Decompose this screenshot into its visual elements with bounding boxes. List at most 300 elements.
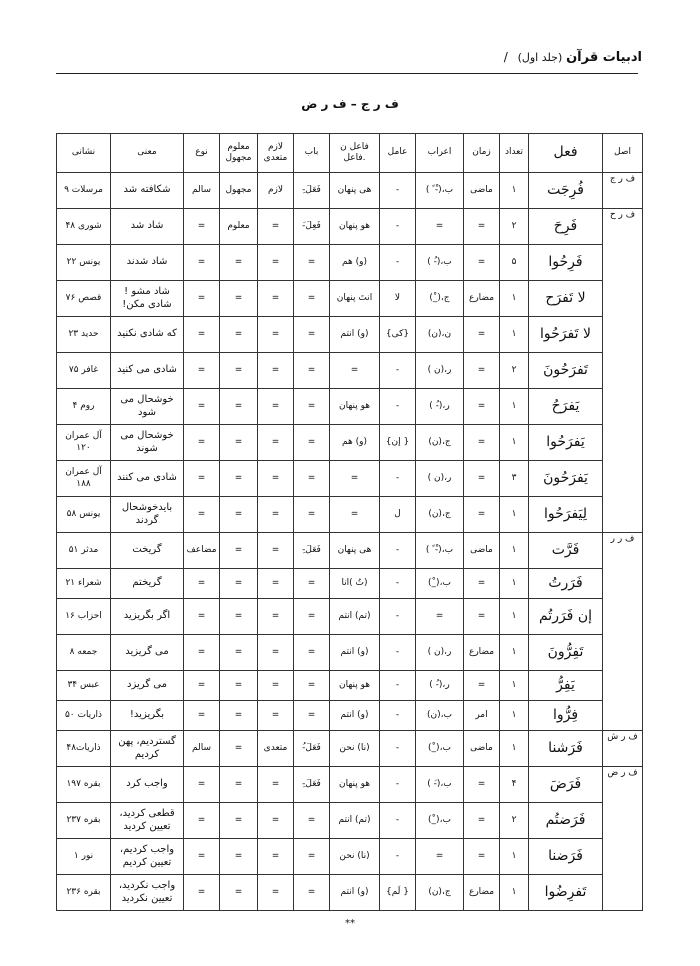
type-cell: =: [184, 875, 220, 911]
fail-cell: هو پنهان: [330, 767, 380, 803]
address-cell: غافر ۷۵: [57, 353, 111, 389]
bab-cell: فَعَلَ-ِ: [294, 767, 330, 803]
column-header: عامل: [380, 134, 416, 173]
tense-cell: ماضی: [464, 173, 500, 209]
amil-cell: -: [380, 533, 416, 569]
column-header: اصل: [603, 134, 643, 173]
table-row: [57, 839, 643, 875]
tense-cell: =: [464, 671, 500, 701]
column-header: فاعل ن .فاعل: [330, 134, 380, 173]
irab-cell: ر،(-ُ ): [416, 389, 464, 425]
amil-cell: { إن}: [380, 425, 416, 461]
address-cell: احزاب ۱۶: [57, 599, 111, 635]
address-cell: نور ۱: [57, 839, 111, 875]
irab-cell: =: [416, 209, 464, 245]
count-cell: ۱: [500, 701, 529, 731]
bab-cell: =: [294, 803, 330, 839]
fail-cell: (و) هم: [330, 425, 380, 461]
table-row: [57, 245, 643, 281]
root-cell: [603, 803, 643, 839]
count-cell: ۱: [500, 569, 529, 599]
malum-cell: =: [220, 569, 258, 599]
amil-cell: -: [380, 635, 416, 671]
table-row: [57, 599, 643, 635]
verb-cell: یَفرَحُونَ: [529, 461, 603, 497]
amil-cell: {کی}: [380, 317, 416, 353]
type-cell: سالم: [184, 731, 220, 767]
tense-cell: =: [464, 461, 500, 497]
meaning-cell: شاد مشو ! شادی مکن!: [111, 281, 184, 317]
lazim-cell: متعدی: [258, 731, 294, 767]
type-cell: =: [184, 767, 220, 803]
meaning-cell: گریخت: [111, 533, 184, 569]
tense-cell: مضارع: [464, 281, 500, 317]
tense-cell: امر: [464, 701, 500, 731]
page-header: [58, 50, 642, 70]
count-cell: ۱: [500, 317, 529, 353]
bab-cell: =: [294, 353, 330, 389]
verb-cell: فَرَّت: [529, 533, 603, 569]
irab-cell: ج،(ن): [416, 875, 464, 911]
root-cell: [603, 839, 643, 875]
malum-cell: =: [220, 701, 258, 731]
table-row: [57, 533, 643, 569]
header-row: [57, 134, 643, 173]
table-row: [57, 569, 643, 599]
amil-cell: -: [380, 839, 416, 875]
type-cell: =: [184, 425, 220, 461]
lazim-cell: =: [258, 281, 294, 317]
fail-cell: (و) انتم: [330, 317, 380, 353]
amil-cell: -: [380, 767, 416, 803]
type-cell: =: [184, 803, 220, 839]
root-cell: [603, 461, 643, 497]
fail-cell: (تُ )انا: [330, 569, 380, 599]
root-cell: [603, 569, 643, 599]
bab-cell: فَعَلَ-ُ: [294, 731, 330, 767]
tense-cell: =: [464, 353, 500, 389]
root-cell: ف ر ض: [603, 767, 643, 803]
amil-cell: -: [380, 599, 416, 635]
root-cell: ف ر ح: [603, 209, 643, 245]
lazim-cell: =: [258, 533, 294, 569]
malum-cell: =: [220, 767, 258, 803]
meaning-cell: واجب نکردید، تعیین نکردید: [111, 875, 184, 911]
table-row: [57, 389, 643, 425]
malum-cell: =: [220, 533, 258, 569]
tense-cell: =: [464, 497, 500, 533]
address-cell: آل عمران ۱۲۰: [57, 425, 111, 461]
book-title: ادبیات قرآن: [566, 50, 642, 65]
column-header: اعراب: [416, 134, 464, 173]
type-cell: سالم: [184, 173, 220, 209]
tense-cell: مضارع: [464, 875, 500, 911]
malum-cell: =: [220, 317, 258, 353]
fail-cell: هو پنهان: [330, 671, 380, 701]
malum-cell: =: [220, 803, 258, 839]
lazim-cell: =: [258, 839, 294, 875]
column-header: معنی: [111, 134, 184, 173]
table-row: [57, 425, 643, 461]
address-cell: بقره ۲۳۶: [57, 875, 111, 911]
bab-cell: =: [294, 461, 330, 497]
table-row: [57, 701, 643, 731]
amil-cell: -: [380, 569, 416, 599]
meaning-cell: واجب کردیم، تعیین کردیم: [111, 839, 184, 875]
type-cell: =: [184, 671, 220, 701]
verb-cell: فِرُّوا: [529, 701, 603, 731]
lazim-cell: =: [258, 701, 294, 731]
amil-cell: ل: [380, 497, 416, 533]
amil-cell: -: [380, 389, 416, 425]
root-cell: ف ر ش: [603, 731, 643, 767]
malum-cell: =: [220, 599, 258, 635]
count-cell: ۱: [500, 599, 529, 635]
page-footer: **: [345, 918, 355, 929]
column-header: زمان: [464, 134, 500, 173]
amil-cell: -: [380, 671, 416, 701]
irab-cell: ب،(ن): [416, 701, 464, 731]
verb-cell: فَرَشنا: [529, 731, 603, 767]
root-cell: [603, 635, 643, 671]
fail-cell: (و) انتم: [330, 701, 380, 731]
count-cell: ۲: [500, 803, 529, 839]
amil-cell: -: [380, 245, 416, 281]
fail-cell: =: [330, 353, 380, 389]
verb-cell: فَرَضتُم: [529, 803, 603, 839]
fail-cell: انتَ پنهان: [330, 281, 380, 317]
irab-cell: ب،(-َ ): [416, 767, 464, 803]
malum-cell: =: [220, 671, 258, 701]
fail-cell: =: [330, 497, 380, 533]
irab-cell: =: [416, 839, 464, 875]
count-cell: ۳: [500, 461, 529, 497]
type-cell: =: [184, 245, 220, 281]
amil-cell: -: [380, 209, 416, 245]
lazim-cell: لازم: [258, 173, 294, 209]
table-row: [57, 875, 643, 911]
count-cell: ۲: [500, 209, 529, 245]
table-row: [57, 731, 643, 767]
meaning-cell: اگر بگریزید: [111, 599, 184, 635]
irab-cell: ج،(ن): [416, 425, 464, 461]
fail-cell: (و) انتم: [330, 635, 380, 671]
irab-cell: ب،(_ْ): [416, 731, 464, 767]
address-cell: یونس ۵۸: [57, 497, 111, 533]
count-cell: ۱: [500, 281, 529, 317]
table-row: [57, 767, 643, 803]
tense-cell: =: [464, 425, 500, 461]
meaning-cell: خوشحال می شود: [111, 389, 184, 425]
bab-cell: =: [294, 245, 330, 281]
tense-cell: =: [464, 569, 500, 599]
count-cell: ۲: [500, 353, 529, 389]
lazim-cell: =: [258, 671, 294, 701]
lazim-cell: =: [258, 875, 294, 911]
irab-cell: ب،(-ُ ): [416, 245, 464, 281]
amil-cell: -: [380, 701, 416, 731]
address-cell: روم ۴: [57, 389, 111, 425]
verb-cell: لا تَفرَحُوا: [529, 317, 603, 353]
irab-cell: ج،(_ْ): [416, 281, 464, 317]
section-title: ف ر ج – ف ر ض: [301, 97, 399, 111]
address-cell: عبس ۳۴: [57, 671, 111, 701]
verb-cell: إن فَرَرتُم: [529, 599, 603, 635]
count-cell: ۱: [500, 533, 529, 569]
table-row: [57, 461, 643, 497]
irab-cell: ر،(-ُ ): [416, 671, 464, 701]
page-marker: /: [503, 50, 508, 64]
verb-cell: یَفِرُّ: [529, 671, 603, 701]
amil-cell: { لَم}: [380, 875, 416, 911]
address-cell: مرسلات ۹: [57, 173, 111, 209]
type-cell: =: [184, 281, 220, 317]
count-cell: ۱: [500, 875, 529, 911]
lazim-cell: =: [258, 245, 294, 281]
column-header: نوع: [184, 134, 220, 173]
bab-cell: =: [294, 317, 330, 353]
verb-table: [56, 133, 643, 911]
amil-cell: -: [380, 803, 416, 839]
address-cell: شعراء ۲۱: [57, 569, 111, 599]
malum-cell: =: [220, 635, 258, 671]
type-cell: =: [184, 389, 220, 425]
root-cell: ف ر ج: [603, 173, 643, 209]
table-row: [57, 173, 643, 209]
irab-cell: ج،(ن): [416, 497, 464, 533]
fail-cell: (نا) نحن: [330, 839, 380, 875]
verb-cell: فَرَضنا: [529, 839, 603, 875]
address-cell: بقره ۱۹۷: [57, 767, 111, 803]
malum-cell: =: [220, 875, 258, 911]
verb-cell: فَرَضَ: [529, 767, 603, 803]
verb-cell: تَفرَحُونَ: [529, 353, 603, 389]
malum-cell: =: [220, 461, 258, 497]
count-cell: ۱: [500, 839, 529, 875]
root-cell: [603, 599, 643, 635]
fail-cell: هو پنهان: [330, 389, 380, 425]
meaning-cell: می گریزید: [111, 635, 184, 671]
lazim-cell: =: [258, 803, 294, 839]
bab-cell: =: [294, 599, 330, 635]
malum-cell: =: [220, 245, 258, 281]
meaning-cell: بگریزید!: [111, 701, 184, 731]
tense-cell: ماضی: [464, 533, 500, 569]
type-cell: مضاعف: [184, 533, 220, 569]
type-cell: =: [184, 461, 220, 497]
tense-cell: ماضی: [464, 731, 500, 767]
address-cell: یونس ۲۲: [57, 245, 111, 281]
lazim-cell: =: [258, 425, 294, 461]
table-row: [57, 635, 643, 671]
irab-cell: ب،(-ْ ً ): [416, 173, 464, 209]
verb-cell: فَرِحَ: [529, 209, 603, 245]
meaning-cell: واجب کرد: [111, 767, 184, 803]
column-header: معلوم مجهول: [220, 134, 258, 173]
tense-cell: =: [464, 839, 500, 875]
type-cell: =: [184, 599, 220, 635]
root-cell: [603, 353, 643, 389]
verb-cell: لا تَفرَح: [529, 281, 603, 317]
bab-cell: =: [294, 389, 330, 425]
address-cell: جمعه ۸: [57, 635, 111, 671]
amil-cell: لا: [380, 281, 416, 317]
count-cell: ۱: [500, 635, 529, 671]
fail-cell: (تم) انتم: [330, 599, 380, 635]
column-header: باب: [294, 134, 330, 173]
tense-cell: =: [464, 245, 500, 281]
table-row: [57, 353, 643, 389]
count-cell: ۱: [500, 173, 529, 209]
fail-cell: (و) انتم: [330, 875, 380, 911]
malum-cell: =: [220, 731, 258, 767]
header-rule: [56, 73, 638, 74]
root-cell: [603, 701, 643, 731]
lazim-cell: =: [258, 599, 294, 635]
verb-cell: تَفرِضُوا: [529, 875, 603, 911]
count-cell: ۱: [500, 671, 529, 701]
bab-cell: =: [294, 839, 330, 875]
meaning-cell: خوشحال می شوند: [111, 425, 184, 461]
address-cell: حدید ۲۳: [57, 317, 111, 353]
tense-cell: =: [464, 209, 500, 245]
bab-cell: =: [294, 569, 330, 599]
type-cell: =: [184, 635, 220, 671]
bab-cell: فَعَلَ-ِ: [294, 173, 330, 209]
bab-cell: =: [294, 425, 330, 461]
tense-cell: =: [464, 767, 500, 803]
verb-cell: تَفِرُّونَ: [529, 635, 603, 671]
bab-cell: فَعِلَ-َ: [294, 209, 330, 245]
lazim-cell: =: [258, 389, 294, 425]
meaning-cell: گستردیم، پهن کردیم: [111, 731, 184, 767]
column-header: فعل: [529, 134, 603, 173]
lazim-cell: =: [258, 497, 294, 533]
tense-cell: =: [464, 803, 500, 839]
root-cell: [603, 245, 643, 281]
lazim-cell: =: [258, 317, 294, 353]
bab-cell: =: [294, 875, 330, 911]
bab-cell: =: [294, 701, 330, 731]
lazim-cell: =: [258, 209, 294, 245]
root-cell: [603, 671, 643, 701]
verb-cell: فَرِحُوا: [529, 245, 603, 281]
malum-cell: =: [220, 281, 258, 317]
address-cell: ذاریات ۵۰: [57, 701, 111, 731]
bab-cell: =: [294, 497, 330, 533]
fail-cell: =: [330, 461, 380, 497]
lazim-cell: =: [258, 569, 294, 599]
malum-cell: =: [220, 839, 258, 875]
lazim-cell: =: [258, 461, 294, 497]
bab-cell: =: [294, 281, 330, 317]
fail-cell: هی پنهان: [330, 173, 380, 209]
root-cell: [603, 281, 643, 317]
lazim-cell: =: [258, 767, 294, 803]
bab-cell: =: [294, 671, 330, 701]
type-cell: =: [184, 209, 220, 245]
column-header: تعداد: [500, 134, 529, 173]
malum-cell: =: [220, 497, 258, 533]
table-row: [57, 497, 643, 533]
meaning-cell: می گریزد: [111, 671, 184, 701]
malum-cell: =: [220, 425, 258, 461]
meaning-cell: شادی می کنند: [111, 461, 184, 497]
verb-cell: فَرَرتُ: [529, 569, 603, 599]
verb-cell: یَفرَحُوا: [529, 425, 603, 461]
count-cell: ۱: [500, 425, 529, 461]
column-header: نشانی: [57, 134, 111, 173]
irab-cell: ب،(_ْ): [416, 569, 464, 599]
malum-cell: مجهول: [220, 173, 258, 209]
address-cell: آل عمران ۱۸۸: [57, 461, 111, 497]
verb-cell: یَفرَحُ: [529, 389, 603, 425]
malum-cell: معلوم: [220, 209, 258, 245]
lazim-cell: =: [258, 635, 294, 671]
amil-cell: -: [380, 173, 416, 209]
address-cell: بقره ۲۳۷: [57, 803, 111, 839]
table-row: [57, 317, 643, 353]
address-cell: ذاریات۴۸: [57, 731, 111, 767]
amil-cell: -: [380, 731, 416, 767]
tense-cell: =: [464, 389, 500, 425]
tense-cell: مضارع: [464, 635, 500, 671]
fail-cell: (و) هم: [330, 245, 380, 281]
address-cell: شوری ۴۸: [57, 209, 111, 245]
malum-cell: =: [220, 389, 258, 425]
root-cell: [603, 497, 643, 533]
root-cell: ف ر ر: [603, 533, 643, 569]
meaning-cell: گریختم: [111, 569, 184, 599]
meaning-cell: شاد شد: [111, 209, 184, 245]
root-cell: [603, 389, 643, 425]
fail-cell: (نا) نحن: [330, 731, 380, 767]
tense-cell: =: [464, 599, 500, 635]
irab-cell: ن،(ن): [416, 317, 464, 353]
root-cell: [603, 317, 643, 353]
address-cell: مدثر ۵۱: [57, 533, 111, 569]
count-cell: ۱: [500, 497, 529, 533]
meaning-cell: بایدخوشحال گردند: [111, 497, 184, 533]
irab-cell: ر،(ن ): [416, 353, 464, 389]
count-cell: ۵: [500, 245, 529, 281]
count-cell: ۱: [500, 731, 529, 767]
type-cell: =: [184, 497, 220, 533]
amil-cell: -: [380, 353, 416, 389]
table-row: [57, 281, 643, 317]
address-cell: قصص ۷۶: [57, 281, 111, 317]
type-cell: =: [184, 839, 220, 875]
table-row: [57, 803, 643, 839]
fail-cell: هو پنهان: [330, 209, 380, 245]
fail-cell: (تم) انتم: [330, 803, 380, 839]
bab-cell: =: [294, 635, 330, 671]
verb-cell: فُرِجَت: [529, 173, 603, 209]
meaning-cell: شادی می کنید: [111, 353, 184, 389]
malum-cell: =: [220, 353, 258, 389]
meaning-cell: قطعی کردید، تعیین کردید: [111, 803, 184, 839]
bab-cell: فَعَلَ-ِ: [294, 533, 330, 569]
verb-cell: لِیَفرَحُوا: [529, 497, 603, 533]
irab-cell: ب،(-ْ ً ): [416, 533, 464, 569]
table-row: [57, 209, 643, 245]
count-cell: ۱: [500, 389, 529, 425]
root-cell: [603, 875, 643, 911]
meaning-cell: که شادی نکنید: [111, 317, 184, 353]
type-cell: =: [184, 569, 220, 599]
type-cell: =: [184, 701, 220, 731]
table-row: [57, 671, 643, 701]
